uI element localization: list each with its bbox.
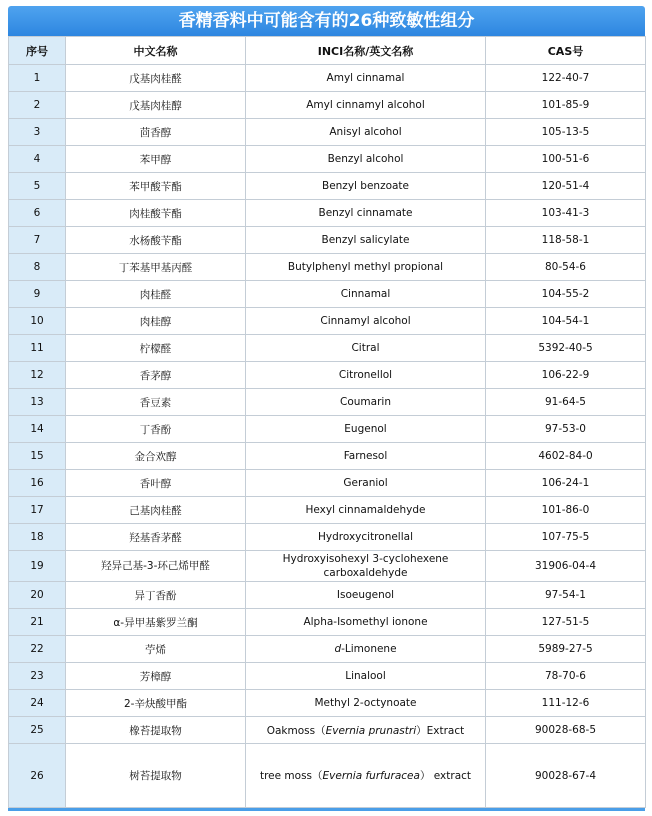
cas-number: 122-40-7: [486, 65, 646, 92]
row-number: 14: [9, 416, 66, 443]
chinese-name: 水杨酸苄酯: [66, 227, 246, 254]
cas-number: 107-75-5: [486, 524, 646, 551]
bottom-border: [8, 808, 645, 811]
inci-name: Hydroxycitronellal: [246, 524, 486, 551]
chinese-name: 柠檬醛: [66, 335, 246, 362]
inci-name: Alpha-Isomethyl ionone: [246, 609, 486, 636]
inci-name-suffix: ）Extract: [416, 724, 465, 737]
inci-name: Benzyl cinnamate: [246, 200, 486, 227]
cas-number: 5989-27-5: [486, 636, 646, 663]
table-row: [9, 281, 646, 308]
chinese-name: 肉桂醇: [66, 308, 246, 335]
chinese-name: 戊基肉桂醇: [66, 92, 246, 119]
chinese-name: 橡苔提取物: [66, 717, 246, 744]
chinese-name: 芳樟醇: [66, 663, 246, 690]
inci-name: Geraniol: [246, 470, 486, 497]
row-number: 5: [9, 173, 66, 200]
header-no: 序号: [9, 37, 66, 65]
table-row: [9, 497, 646, 524]
inci-name: Linalool: [246, 663, 486, 690]
table-row: [9, 389, 646, 416]
inci-name: Isoeugenol: [246, 582, 486, 609]
row-number: 3: [9, 119, 66, 146]
chinese-name: 己基肉桂醛: [66, 497, 246, 524]
inci-name: Cinnamyl alcohol: [246, 308, 486, 335]
inci-name: Coumarin: [246, 389, 486, 416]
inci-name: Amyl cinnamyl alcohol: [246, 92, 486, 119]
row-number: 6: [9, 200, 66, 227]
chinese-name: 肉桂酸苄酯: [66, 200, 246, 227]
inci-name: Hydroxyisohexyl 3-cyclohexene carboxaldehyde: [246, 551, 486, 582]
allergen-table-document: [8, 6, 645, 811]
table-row: [9, 690, 646, 717]
row-number: 2: [9, 92, 66, 119]
cas-number: 127-51-5: [486, 609, 646, 636]
inci-name-suffix: -Limonene: [341, 643, 397, 655]
cas-number: 78-70-6: [486, 663, 646, 690]
row-number: 24: [9, 690, 66, 717]
cas-number: 118-58-1: [486, 227, 646, 254]
inci-name-italic: d: [334, 643, 342, 655]
row-number: 22: [9, 636, 66, 663]
cas-number: 106-24-1: [486, 470, 646, 497]
cas-number: 106-22-9: [486, 362, 646, 389]
cas-number: 101-85-9: [486, 92, 646, 119]
chinese-name: α-异甲基紫罗兰酮: [66, 609, 246, 636]
inci-name: Methyl 2-octynoate: [246, 690, 486, 717]
row-number: 17: [9, 497, 66, 524]
cas-number: 103-41-3: [486, 200, 646, 227]
cas-number: 91-64-5: [486, 389, 646, 416]
chinese-name: 金合欢醇: [66, 443, 246, 470]
row-number: 11: [9, 335, 66, 362]
row-number: 13: [9, 389, 66, 416]
inci-name-prefix: Oakmoss（: [266, 724, 326, 737]
cas-number: 4602-84-0: [486, 443, 646, 470]
table-row: [9, 65, 646, 92]
table-row: [9, 551, 646, 582]
chinese-name: 香豆素: [66, 389, 246, 416]
inci-name: Benzyl salicylate: [246, 227, 486, 254]
table-title: 香精香料中可能含有的26种致敏性组分: [8, 6, 645, 36]
row-number: 25: [9, 717, 66, 744]
inci-name: Citral: [246, 335, 486, 362]
inci-name-prefix: tree moss（: [259, 770, 323, 782]
cas-number: 101-86-0: [486, 497, 646, 524]
inci-name: [246, 636, 486, 663]
inci-name: [246, 744, 486, 808]
cas-number: 100-51-6: [486, 146, 646, 173]
inci-name: Benzyl benzoate: [246, 173, 486, 200]
chinese-name: 丁苯基甲基丙醛: [66, 254, 246, 281]
row-number: 16: [9, 470, 66, 497]
chinese-name: 异丁香酚: [66, 582, 246, 609]
inci-name: Farnesol: [246, 443, 486, 470]
row-number: 18: [9, 524, 66, 551]
table-row: [9, 524, 646, 551]
row-number: 23: [9, 663, 66, 690]
inci-name: Butylphenyl methyl propional: [246, 254, 486, 281]
table-row: [9, 308, 646, 335]
chinese-name: 戊基肉桂醛: [66, 65, 246, 92]
chinese-name: 茴香醇: [66, 119, 246, 146]
row-number: 26: [9, 744, 66, 808]
cas-number: 97-53-0: [486, 416, 646, 443]
table-row: [9, 416, 646, 443]
chinese-name: 香叶醇: [66, 470, 246, 497]
cas-number: 104-54-1: [486, 308, 646, 335]
table-row: [9, 663, 646, 690]
table-row: [9, 717, 646, 744]
table-body: [9, 65, 646, 808]
table-row: [9, 119, 646, 146]
cas-number: 80-54-6: [486, 254, 646, 281]
table-row: [9, 362, 646, 389]
cas-number: 104-55-2: [486, 281, 646, 308]
row-number: 20: [9, 582, 66, 609]
chinese-name: 苯甲酸苄酯: [66, 173, 246, 200]
table-row: [9, 636, 646, 663]
row-number: 21: [9, 609, 66, 636]
cas-number: 90028-67-4: [486, 744, 646, 808]
cas-number: 5392-40-5: [486, 335, 646, 362]
inci-name: Benzyl alcohol: [246, 146, 486, 173]
table-row: [9, 173, 646, 200]
row-number: 8: [9, 254, 66, 281]
row-number: 12: [9, 362, 66, 389]
inci-name: [246, 717, 486, 744]
table-row: [9, 335, 646, 362]
table-row: [9, 254, 646, 281]
row-number: 15: [9, 443, 66, 470]
header-row: [9, 37, 646, 65]
table-row: [9, 443, 646, 470]
chinese-name: 香茅醇: [66, 362, 246, 389]
header-inci-name: INCI名称/英文名称: [246, 37, 486, 65]
table-row: [9, 609, 646, 636]
row-number: 4: [9, 146, 66, 173]
chinese-name: 羟基香茅醛: [66, 524, 246, 551]
chinese-name: 2-辛炔酸甲酯: [66, 690, 246, 717]
table-row: [9, 744, 646, 808]
cas-number: 90028-68-5: [486, 717, 646, 744]
table-row: [9, 582, 646, 609]
inci-name-suffix: ） extract: [419, 770, 472, 782]
chinese-name: 树苔提取物: [66, 744, 246, 808]
row-number: 9: [9, 281, 66, 308]
header-chinese-name: 中文名称: [66, 37, 246, 65]
inci-name-italic: Evernia furfuracea: [322, 770, 420, 782]
chinese-name: 羟异己基-3-环己烯甲醛: [66, 551, 246, 582]
chinese-name: 苯甲醇: [66, 146, 246, 173]
table-row: [9, 146, 646, 173]
row-number: 1: [9, 65, 66, 92]
chinese-name: 苧烯: [66, 636, 246, 663]
inci-name: Anisyl alcohol: [246, 119, 486, 146]
chinese-name: 肉桂醛: [66, 281, 246, 308]
allergen-table: [8, 36, 646, 808]
chinese-name: 丁香酚: [66, 416, 246, 443]
row-number: 10: [9, 308, 66, 335]
inci-name: Cinnamal: [246, 281, 486, 308]
cas-number: 111-12-6: [486, 690, 646, 717]
table-row: [9, 227, 646, 254]
header-cas: CAS号: [486, 37, 646, 65]
table-row: [9, 200, 646, 227]
table-row: [9, 92, 646, 119]
row-number: 7: [9, 227, 66, 254]
table-row: [9, 470, 646, 497]
inci-name: Hexyl cinnamaldehyde: [246, 497, 486, 524]
inci-name: Eugenol: [246, 416, 486, 443]
cas-number: 97-54-1: [486, 582, 646, 609]
inci-name: Citronellol: [246, 362, 486, 389]
cas-number: 120-51-4: [486, 173, 646, 200]
cas-number: 31906-04-4: [486, 551, 646, 582]
inci-name-italic: Evernia prunastri: [325, 724, 417, 737]
row-number: 19: [9, 551, 66, 582]
inci-name: Amyl cinnamal: [246, 65, 486, 92]
cas-number: 105-13-5: [486, 119, 646, 146]
